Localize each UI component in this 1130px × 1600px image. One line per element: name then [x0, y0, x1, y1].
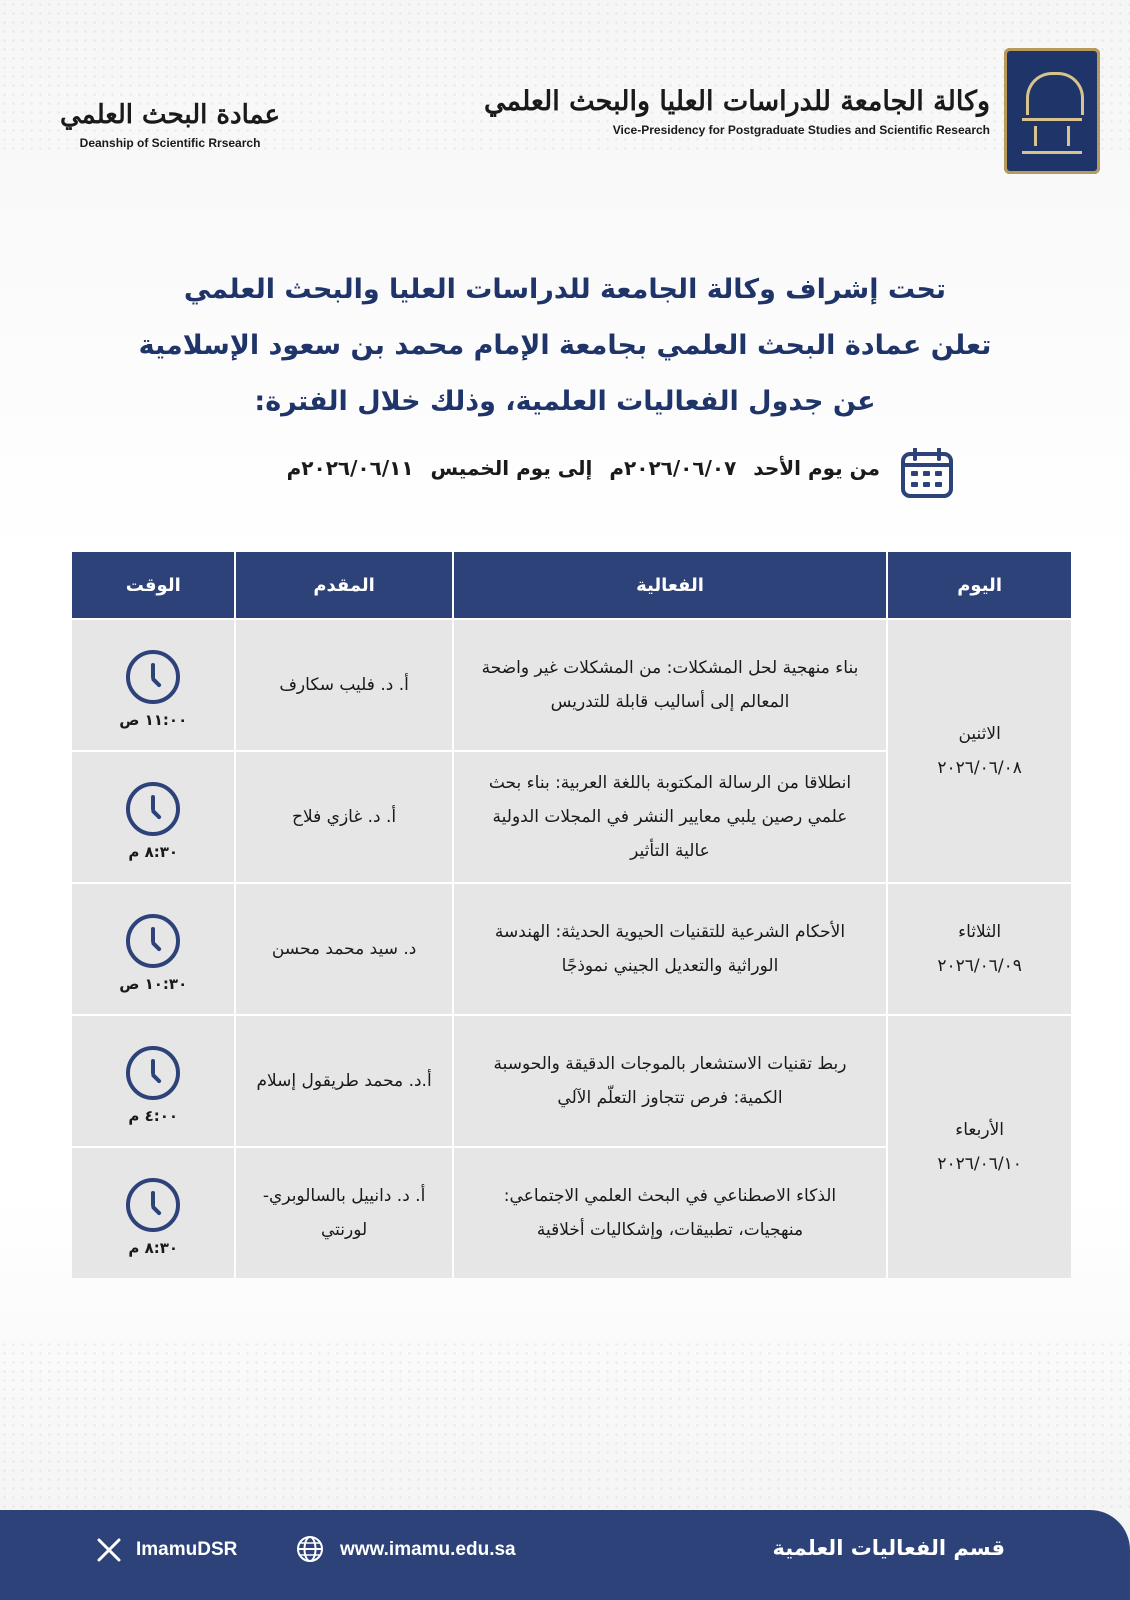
day-date: ٢٠٢٦/٠٦/٠٨ — [937, 758, 1022, 778]
period-from-date: ٢٠٢٦/٠٦/٠٧م — [609, 456, 737, 480]
event-time: ١١:٠٠ ص — [119, 711, 188, 729]
day-cell — [888, 620, 1071, 882]
event-title: بناء منهجية لحل المشكلات: من المشكلات غير واضحة المعالم إلى أساليب قابلة للتدريس — [454, 620, 887, 750]
table-row — [72, 620, 1071, 750]
time-cell — [72, 752, 234, 882]
period-from-label: من يوم الأحد — [753, 456, 880, 480]
university-emblem-icon — [1004, 48, 1100, 174]
title-line-2: تعلن عمادة البحث العلمي بجامعة الإمام محمد بن سعود الإسلامية — [138, 330, 992, 361]
presenter-name: أ. د. فليب سكارف — [236, 620, 451, 750]
event-time: ٨:٣٠ م — [128, 843, 179, 861]
day-cell — [888, 1016, 1071, 1278]
time-cell — [72, 884, 234, 1014]
day-date: ٢٠٢٦/٠٦/٠٩ — [937, 956, 1022, 976]
event-title: الأحكام الشرعية للتقنيات الحيوية الحديثة: الهندسة الوراثية والتعديل الجيني نموذجًا — [454, 884, 887, 1014]
events-schedule-table — [70, 550, 1073, 1280]
day-name: الأربعاء — [955, 1120, 1004, 1140]
presenter-name: أ. د. غازي فلاح — [236, 752, 451, 882]
event-title: انطلاقا من الرسالة المكتوبة باللغة العربية: بناء بحث علمي رصين يلبي معايير النشر في المجلات الدولية عالية التأثير — [454, 752, 887, 882]
header-day: اليوم — [888, 552, 1071, 618]
vice-presidency-name-en: Vice-Presidency for Postgraduate Studies and Scientific Research — [612, 122, 990, 137]
table-header-row — [72, 552, 1071, 618]
header-event: الفعالية — [454, 552, 887, 618]
table-row — [72, 884, 1071, 1014]
presenter-name: د. سيد محمد محسن — [236, 884, 451, 1014]
announcement-title — [80, 262, 1050, 430]
period-to-date: ٢٠٢٦/٠٦/١١م — [286, 456, 414, 480]
footer-bar — [0, 1510, 1130, 1600]
event-time: ٨:٣٠ م — [128, 1239, 179, 1257]
table-row — [72, 1016, 1071, 1146]
presenter-name: أ. د. دانييل بالسالوبري- لورنتي — [236, 1148, 451, 1278]
vice-presidency-logo — [484, 48, 1100, 174]
clock-icon — [126, 650, 180, 704]
day-name: الاثنين — [958, 724, 1001, 744]
event-period — [277, 456, 880, 480]
title-line-3: عن جدول الفعاليات العلمية، وذلك خلال الفترة: — [254, 386, 876, 417]
social-handle-link[interactable]: ImamuDSR — [136, 1539, 238, 1560]
day-date: ٢٠٢٦/٠٦/١٠ — [937, 1154, 1022, 1174]
period-to-label: إلى يوم الخميس — [430, 456, 593, 480]
website-link[interactable]: www.imamu.edu.sa — [340, 1539, 516, 1560]
deanship-name-en: Deanship of Scientific Rrsearch — [79, 136, 261, 150]
dot-pattern-bottom — [0, 1340, 1130, 1510]
time-cell — [72, 1148, 234, 1278]
time-cell — [72, 1016, 234, 1146]
department-name: قسم الفعاليات العلمية — [772, 1536, 1005, 1560]
calendar-icon — [900, 448, 954, 498]
vice-presidency-name-ar: وكالة الجامعة للدراسات العليا والبحث العلمي — [483, 85, 990, 117]
clock-icon — [126, 1046, 180, 1100]
presenter-name: أ.د. محمد طريقول إسلام — [236, 1016, 451, 1146]
x-twitter-icon — [96, 1537, 122, 1563]
clock-icon — [126, 914, 180, 968]
time-cell — [72, 620, 234, 750]
event-time: ١٠:٣٠ ص — [119, 975, 188, 993]
header-time: الوقت — [72, 552, 234, 618]
day-cell — [888, 884, 1071, 1014]
deanship-name-ar: عمادة البحث العلمي — [60, 100, 281, 130]
clock-icon — [126, 782, 180, 836]
globe-icon — [296, 1535, 324, 1563]
clock-icon — [126, 1178, 180, 1232]
event-time: ٤:٠٠ م — [128, 1107, 179, 1125]
event-title: ربط تقنيات الاستشعار بالموجات الدقيقة والحوسبة الكمية: فرص تتجاوز التعلّم الآلي — [454, 1016, 887, 1146]
event-title: الذكاء الاصطناعي في البحث العلمي الاجتماعي: منهجيات، تطبيقات، وإشكاليات أخلاقية — [454, 1148, 887, 1278]
day-name: الثلاثاء — [958, 922, 1002, 942]
deanship-logo — [60, 100, 280, 150]
header-presenter: المقدم — [236, 552, 451, 618]
title-line-1: تحت إشراف وكالة الجامعة للدراسات العليا والبحث العلمي — [183, 274, 947, 305]
